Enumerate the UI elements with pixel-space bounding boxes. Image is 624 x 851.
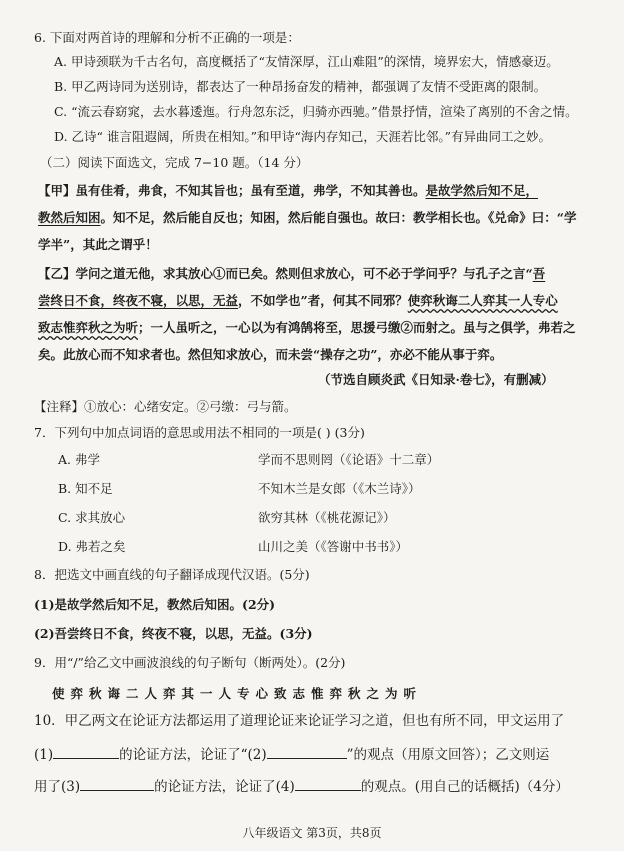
q6-option-b: B. 甲乙两诗同为送别诗，都表达了一种昂扬奋发的精神，都强调了友情不受距离的限制。 <box>54 79 547 94</box>
jia-text-1: 【甲】虽有佳肴，弗食，不知其旨也；虽有至道，弗学，不知其善也。 <box>38 183 426 198</box>
q6-option-a: A. 甲诗颈联为千古名句，高度概括了“友情深厚，江山难阻”的深情，境界宏大，情感豪迈。 <box>54 54 559 69</box>
yi-line-1 <box>38 266 545 282</box>
footnote: 【注释】①放心：心绪安定。②弓缴：弓与箭。 <box>34 399 297 414</box>
q7-option-c-label: C. 求其放心 <box>58 510 126 525</box>
yi-line-2 <box>38 293 558 309</box>
q6-stem: 6. 下面对两首诗的理解和分析不正确的一项是： <box>34 30 300 45</box>
q9-stem: 9．用“/”给乙文中画波浪线的句子断句（断两处）。(2分) <box>34 655 346 670</box>
q10-blank-4[interactable] <box>295 777 361 791</box>
q8-sentence-1: (1)是故学然后知不足，教然后知困。(2分) <box>34 597 276 612</box>
q10-blank-3[interactable] <box>80 777 154 791</box>
q10-line-3 <box>34 777 569 795</box>
q10-blank-1[interactable] <box>53 745 119 759</box>
yi-line-3 <box>38 320 576 336</box>
yi-text-3: ；一人虽听之，一心以为有鸿鹄将至，思援弓缴②而射之。虽与之俱学，弗若之 <box>138 320 576 335</box>
q7-option-b-label: B. 知不足 <box>58 481 113 496</box>
q10-blank-3-label: 用了(3) <box>34 779 81 795</box>
yi-text-1: 【乙】学问之道无他，求其放心①而已矣。然则但求放心，可不必于学问乎？与孔子之言“ <box>38 266 533 281</box>
q8-sentence-2: (2)吾尝终日不食，终夜不寝，以思，无益。(3分) <box>34 626 313 641</box>
q10-blank-2[interactable] <box>267 745 347 759</box>
q10-text-3: 的论证方法，论证了(4) <box>154 779 295 795</box>
q7-option-b <box>0 481 624 497</box>
q7-stem: 7．下列句中加点词语的意思或用法不相同的一项是( ) (3分) <box>34 425 365 440</box>
jia-underlined-2: 教然后知困 <box>38 210 101 225</box>
jia-line-2 <box>38 210 576 226</box>
yi-wavy-2: 致志惟弈秋之为听 <box>38 320 139 335</box>
q7-option-a-label: A. 弗学 <box>58 452 100 467</box>
q7-option-a-ref: 学而不思则罔（《论语》十二章） <box>258 452 440 467</box>
yi-text-2: ，不如学也”者，何其不同邪？ <box>238 293 408 308</box>
q7-option-d-label: D. 弗若之矣 <box>58 539 126 554</box>
yi-underlined-1: 吾 <box>532 266 546 281</box>
q10-blank-1-label: (1) <box>34 747 54 763</box>
jia-line-1 <box>38 183 538 199</box>
q7-option-d <box>0 539 624 555</box>
yi-underlined-2: 尝终日不食，终夜不寝，以思，无益 <box>38 293 239 308</box>
q10-line-2 <box>34 745 549 763</box>
q10-text-2b: ”的观点（用原文回答）；乙文则运 <box>346 747 550 763</box>
jia-underlined-1: 是故学然后知不足， <box>425 183 539 198</box>
q9-sentence: 使弈秋诲二人弈其一人专心致志惟弈秋之为听 <box>52 686 423 701</box>
jia-text-2: 。知不足，然后能自反也；知困，然后能自强也。故曰：教学相长也。《兑命》曰：“学 <box>100 210 577 225</box>
q8-stem: 8．把选文中画直线的句子翻译成现代汉语。(5分) <box>34 567 310 582</box>
page-footer: 八年级语文 第3页，共8页 <box>242 826 382 840</box>
yi-line-4: 矣。此放心而不知求者也。然但知求放心，而未尝“操存之功”，亦必不能从事于弈。 <box>38 347 503 362</box>
jia-line-3: 学半”，其此之谓乎！ <box>38 237 158 252</box>
q7-option-c <box>0 510 624 526</box>
q6-option-d: D. 乙诗“ 谁言阻遐阔，所贵在相知。”和甲诗“海内存知己，天涯若比邻。”有异曲同工之妙。 <box>54 129 552 144</box>
q10-stem: 10．甲乙两文在论证方法都运用了道理论证来论证学习之道，但也有所不同，甲文运用了 <box>34 713 565 729</box>
q6-option-c: C. “流云春窈窕，去水暮逶迤。行舟忽东泛，归骑亦西驰。”借景抒情，渲染了离别的不舍之情。 <box>54 104 578 119</box>
q7-option-a <box>0 452 624 468</box>
q10-text-3b: 的观点。(用自己的话概括)（4分） <box>360 779 569 795</box>
q7-option-c-ref: 欲穷其林（《桃花源记》） <box>258 510 396 525</box>
section-title: （二）阅读下面选文，完成 7−10 题。（14 分） <box>40 155 309 170</box>
q7-option-d-ref: 山川之美（《答谢中书书》） <box>258 539 409 554</box>
passage-source: （节选自顾炎武《日知录·卷七》，有删减） <box>318 372 554 387</box>
q7-option-b-ref: 不知木兰是女郎（《木兰诗》） <box>258 481 421 496</box>
q10-text-2: 的论证方法，论证了“(2) <box>119 747 267 763</box>
yi-wavy-1: 使弈秋诲二人弈其一人专心 <box>407 293 558 308</box>
